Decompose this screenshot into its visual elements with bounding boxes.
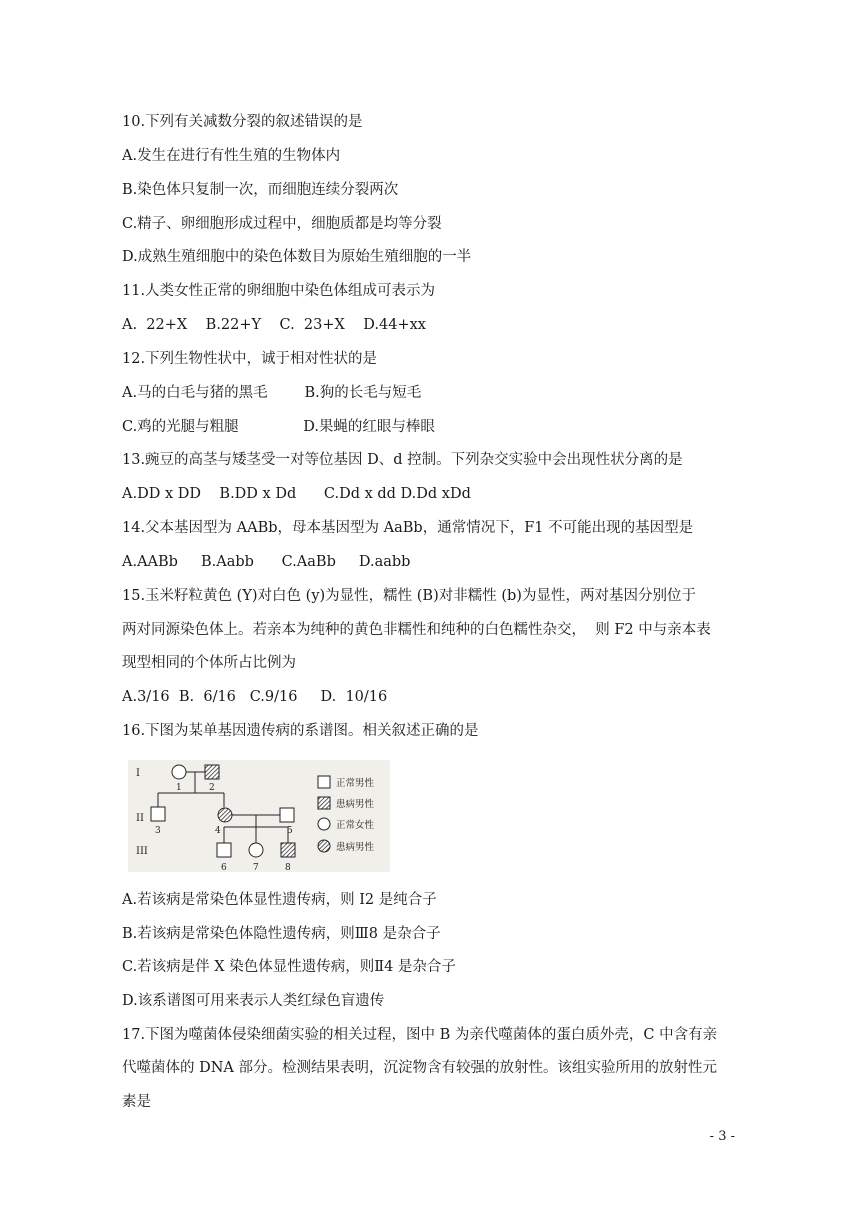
question-14-stem: 14.父本基因型为 AABb，母本基因型为 AaBb，通常情况下，F1 不可能出现的基因型是 [122,520,694,536]
individual-ii4-affected-female [218,808,232,822]
individual-ii3-normal-male [151,807,165,821]
legend-normal-female-symbol [318,818,330,830]
individual-iii7-normal-female [249,843,263,857]
question-11-options: A. 22+X B.22+Y C. 23+X D.44+xx [122,317,426,333]
question-16-stem: 16.下图为某单基因遗传病的系谱图。相关叙述正确的是 [122,723,479,739]
individual-label-6: 6 [221,863,227,872]
question-12-options-cd: C.鸡的光腿与粗腿 D.果蝇的红眼与棒眼 [122,419,435,435]
question-14-options: A.AABb B.Aabb C.AaBb D.aabb [122,554,411,570]
pedigree-legend [318,776,375,853]
question-11-stem: 11.人类女性正常的卵细胞中染色体组成可表示为 [122,283,436,299]
question-15-options: A.3/16 B. 6/16 C.9/16 D. 10/16 [122,689,388,705]
individual-label-7: 7 [253,863,259,872]
question-16-option-c: C.若该病是伴 X 染色体显性遗传病，则Ⅱ4 是杂合子 [122,959,456,975]
legend-label-affected-female: 患病男性 [336,842,375,853]
question-10-option-b: B.染色体只复制一次，而细胞连续分裂两次 [122,182,399,198]
question-17-stem-line-1: 17.下图为噬菌体侵染细菌实验的相关过程，图中 B 为亲代噬菌体的蛋白质外壳，C 中含有亲 [122,1027,718,1043]
individual-i2-affected-male [205,765,219,779]
legend-label-normal-female: 正常女性 [336,820,375,831]
individual-ii5-normal-male [280,808,294,822]
individual-label-1: 1 [176,783,182,793]
question-13-options: A.DD x DD B.DD x Dd C.Dd x dd D.Dd xDd [122,486,471,502]
individual-label-2: 2 [209,783,215,793]
legend-affected-male-symbol [318,797,330,809]
question-15-stem-line-2: 两对同源染色体上。若亲本为纯种的黄色非糯性和纯种的白色糯性杂交， 则 F2 中与亲本表 [122,622,711,638]
generation-label-i: I [136,768,140,779]
individual-label-4: 4 [215,826,221,836]
legend-affected-female-symbol [318,840,330,852]
question-16-option-b: B.若该病是常染色体隐性遗传病，则Ⅲ8 是杂合子 [122,926,441,942]
pedigree-figure [128,760,390,872]
question-12-options-ab: A.马的白毛与猪的黑毛 B.狗的长毛与短毛 [122,385,422,401]
page-number: - 3 - [709,1129,735,1144]
legend-normal-male-symbol [318,776,330,788]
legend-label-affected-male: 患病男性 [336,799,375,810]
generation-label-iii: III [136,846,148,857]
individual-label-8: 8 [285,863,291,872]
question-16-option-a: A.若该病是常染色体显性遗传病，则 I2 是纯合子 [122,892,437,908]
question-13-stem: 13.豌豆的高茎与矮茎受一对等位基因 D、d 控制。下列杂交实验中会出现性状分离的是 [122,452,683,468]
question-17-stem-line-3: 素是 [122,1094,151,1110]
individual-label-3: 3 [155,826,161,836]
question-16-option-d: D.该系谱图可用来表示人类红绿色盲遗传 [122,993,385,1009]
individual-i1-normal-female [172,765,186,779]
question-15-stem-line-1: 15.玉米籽粒黄色 (Y)对白色 (y)为显性，糯性 (B)对非糯性 (b)为显性，两对基因分别位于 [122,588,696,604]
individual-iii8-affected-male [281,843,295,857]
question-10-stem: 10.下列有关减数分裂的叙述错误的是 [122,114,363,130]
question-10-option-c: C.精子、卵细胞形成过程中，细胞质都是均等分裂 [122,216,442,232]
individual-label-5: 5 [287,826,293,836]
generation-label-ii: II [136,813,144,824]
question-10-option-a: A.发生在进行有性生殖的生物体内 [122,148,341,164]
question-10-option-d: D.成熟生殖细胞中的染色体数目为原始生殖细胞的一半 [122,249,472,265]
question-15-stem-line-3: 现型相同的个体所占比例为 [122,655,296,671]
individual-iii6-normal-male [217,843,231,857]
legend-label-normal-male: 正常男性 [336,778,375,789]
question-17-stem-line-2: 代噬菌体的 DNA 部分。检测结果表明，沉淀物含有较强的放射性。该组实验所用的放射性元 [122,1060,717,1076]
question-12-stem: 12.下列生物性状中，诚于相对性状的是 [122,351,378,367]
